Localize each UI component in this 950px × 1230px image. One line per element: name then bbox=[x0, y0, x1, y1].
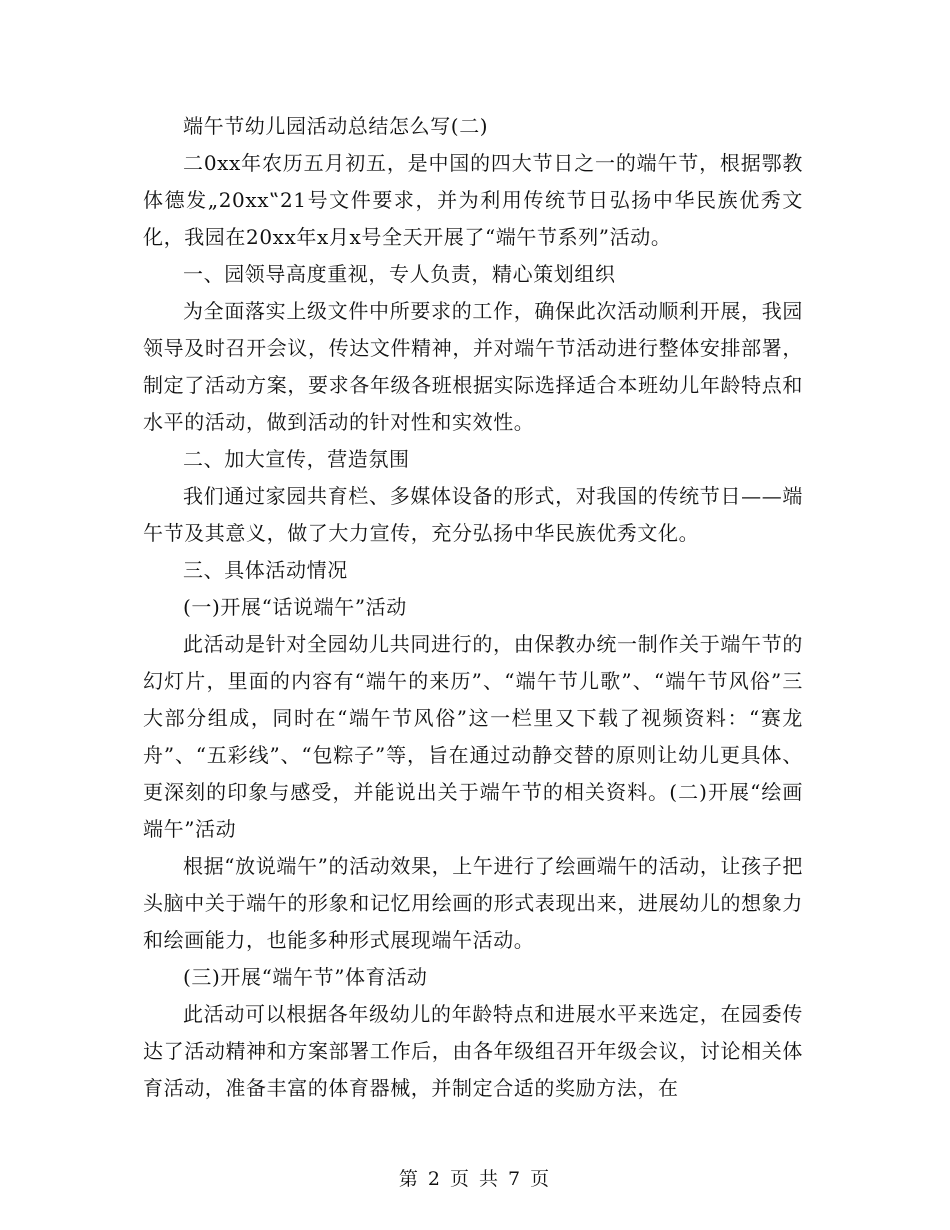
paragraph-activity-3: 此活动可以根据各年级幼儿的年龄特点和进展水平来选定，在园委传达了活动精神和方案部署工作后，由各年级组召开年级会议，讨论相关体育活动，准备丰富的体育器械，并制定合适的奖励方法，在 bbox=[143, 1002, 803, 1100]
paragraph-activity-2: 根据“放说端午”的活动效果，上午进行了绘画端午的活动，让孩子把头脑中关于端午的形象和记忆用绘画的形式表现出来，进展幼儿的想象力和绘画能力，也能多种形式展现端午活动。 bbox=[143, 854, 803, 952]
page-footer bbox=[0, 1164, 950, 1191]
page-number-label: 第 2 页 共 7 页 bbox=[398, 1168, 552, 1190]
paragraph-section-2: 我们通过家园共育栏、多媒体设备的形式，对我国的传统节日——端午节及其意义，做了大力宣传，充分弘扬中华民族优秀文化。 bbox=[143, 484, 803, 545]
subheading-activity-3: (三)开展“端午节”体育活动 bbox=[183, 965, 428, 989]
subheading-activity-1: (一)开展“话说端午”活动 bbox=[183, 595, 407, 619]
document-body bbox=[143, 108, 803, 1107]
document-title: 端午节幼儿园活动总结怎么写(二) bbox=[183, 114, 489, 138]
heading-section-1: 一、园领导高度重视，专人负责，精心策划组织 bbox=[183, 262, 616, 286]
paragraph-section-1: 为全面落实上级文件中所要求的工作，确保此次活动顺利开展，我园领导及时召开会议，传达文件精神，并对端午节活动进行整体安排部署，制定了活动方案，要求各年级各班根据实际选择适合本班幼儿年龄特点和水平的活动，做到活动的针对性和实效性。 bbox=[143, 299, 803, 434]
heading-section-3: 三、具体活动情况 bbox=[183, 558, 348, 582]
paragraph-intro: 二0xx年农历五月初五，是中国的四大节日之一的端午节，根据鄂教体德发„20xx‟21号文件要求，并为利用传统节日弘扬中华民族优秀文化，我园在20xx年x月x号全天开展了“端午节系列”活动。 bbox=[143, 151, 803, 249]
heading-section-2: 二、加大宣传，营造氛围 bbox=[183, 447, 410, 471]
paragraph-activity-1: 此活动是针对全园幼儿共同进行的，由保教办统一制作关于端午节的幻灯片，里面的内容有“端午的来历”、“端午节儿歌”、“端午节风俗”三大部分组成，同时在“端午节风俗”这一栏里又下载了视频资料：“赛龙舟”、“五彩线”、“包粽子”等，旨在通过动静交替的原则让幼儿更具体、更深刻的印象与感受，并能说出关于端午节的相关资料。(二)开展“绘画端午”活动 bbox=[143, 632, 803, 841]
